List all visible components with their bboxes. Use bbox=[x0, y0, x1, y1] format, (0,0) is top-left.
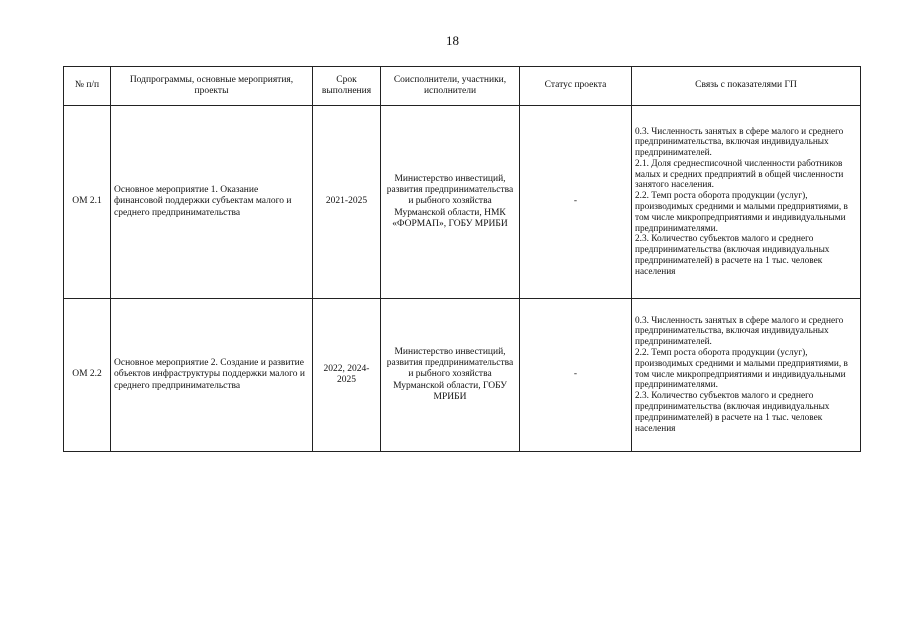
table-header-row bbox=[64, 67, 861, 106]
indicator-item: 2.3. Количество субъектов малого и среднего предпринимательства (включая индивидуальных предпринимателей) в расчете на 1 тыс. человек населения bbox=[635, 234, 830, 277]
header-term: Срок выполнения bbox=[313, 67, 381, 106]
row-status: - bbox=[520, 299, 632, 452]
row-activity: Основное мероприятие 1. Оказание финансовой поддержки субъектам малого и среднего предпринимательства bbox=[111, 106, 313, 299]
header-executors: Соисполнители, участники, исполнители bbox=[381, 67, 520, 106]
header-num: № п/п bbox=[64, 67, 111, 106]
header-activity: Подпрограммы, основные мероприятия, проекты bbox=[111, 67, 313, 106]
row-executors: Министерство инвестиций, развития предпринимательства и рыбного хозяйства Мурманской области, ГОБУ МРИБИ bbox=[381, 299, 520, 452]
row-num: ОМ 2.2 bbox=[64, 299, 111, 452]
header-links: Связь с показателями ГП bbox=[632, 67, 861, 106]
page-number: 18 bbox=[446, 33, 459, 48]
row-term: 2022, 2024-2025 bbox=[313, 299, 381, 452]
table-row bbox=[64, 106, 861, 299]
row-term: 2021-2025 bbox=[313, 106, 381, 299]
header-status: Статус проекта bbox=[520, 67, 632, 106]
indicator-item: 0.3. Численность занятых в сфере малого и среднего предпринимательства, включая индивидуальных предпринимателей. bbox=[635, 126, 844, 159]
program-table bbox=[63, 66, 861, 452]
indicator-item: 2.2. Темп роста оборота продукции (услуг), производимых средними и малыми предприятиями, в том числе микропредприятиями и индивидуальными предпринимателями. bbox=[635, 348, 848, 391]
indicator-item: 2.3. Количество субъектов малого и среднего предпринимательства (включая индивидуальных предпринимателей) в расчете на 1 тыс. человек населения bbox=[635, 391, 830, 434]
indicator-item: 0.3. Численность занятых в сфере малого и среднего предпринимательства, включая индивидуальных предпринимателей. bbox=[635, 315, 844, 348]
table-row bbox=[64, 299, 861, 452]
row-indicators bbox=[632, 106, 861, 299]
row-status: - bbox=[520, 106, 632, 299]
row-executors: Министерство инвестиций, развития предпринимательства и рыбного хозяйства Мурманской области, НМК «ФОРМАП», ГОБУ МРИБИ bbox=[381, 106, 520, 299]
indicator-item: 2.1. Доля среднесписочной численности работников малых и средних предприятий в общей численности занятого населения. bbox=[635, 158, 844, 191]
row-activity: Основное мероприятие 2. Создание и развитие объектов инфраструктуры поддержки малого и среднего предпринимательства bbox=[111, 299, 313, 452]
row-indicators bbox=[632, 299, 861, 452]
indicator-item: 2.2. Темп роста оборота продукции (услуг), производимых средними и малыми предприятиями, в том числе микропредприятиями и индивидуальными предпринимателями. bbox=[635, 191, 848, 234]
row-num: ОМ 2.1 bbox=[64, 106, 111, 299]
